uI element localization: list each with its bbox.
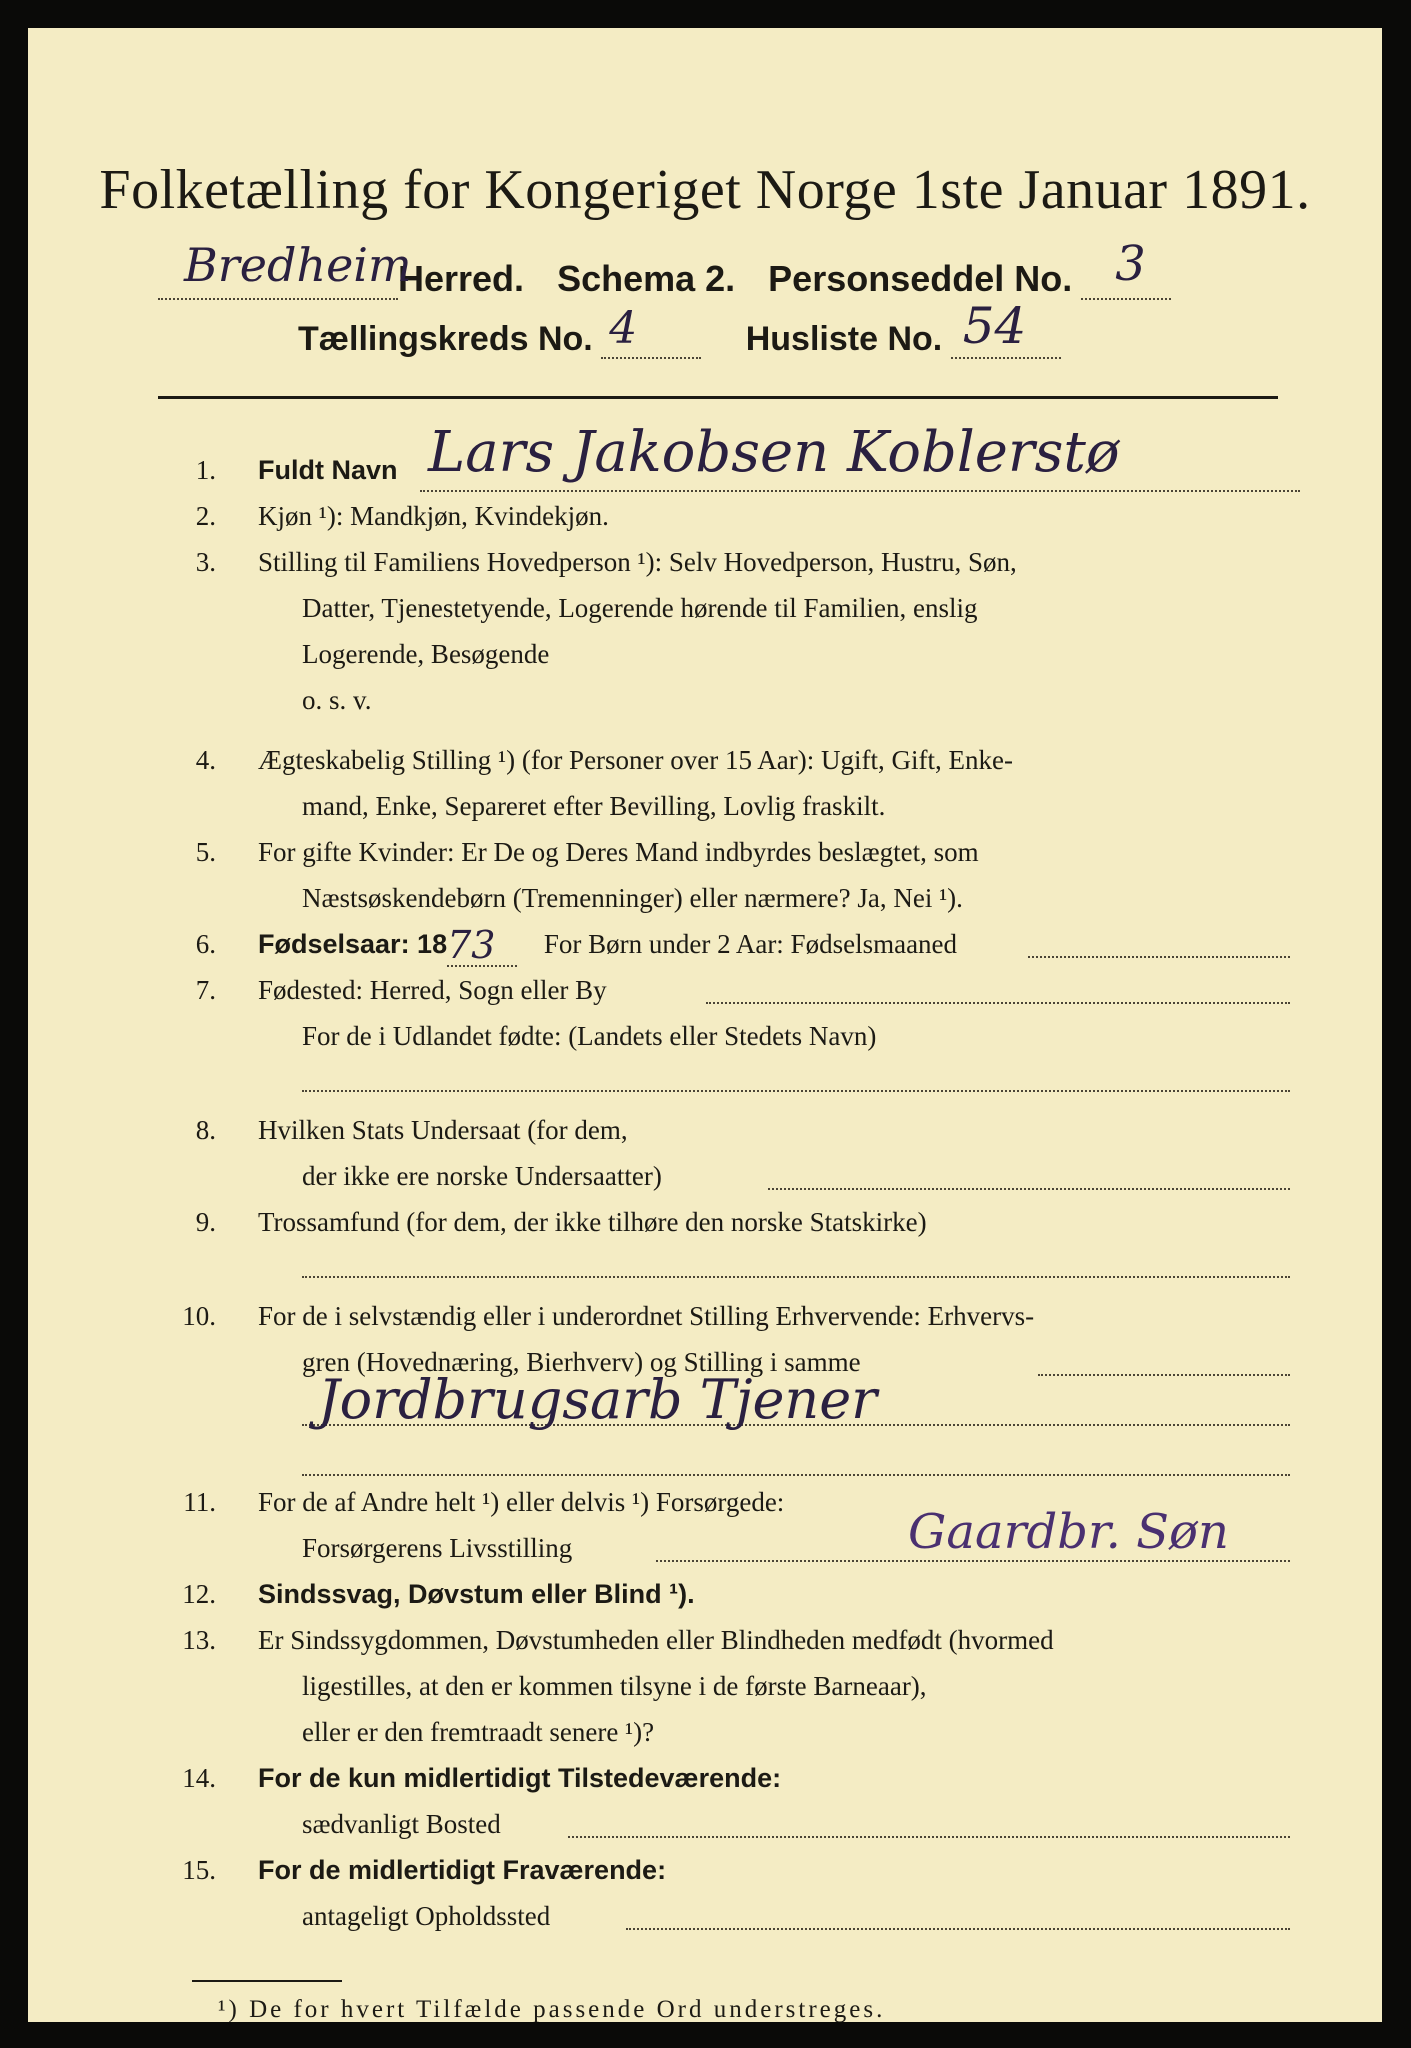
personseddel-label: Personseddel No. xyxy=(768,258,1073,299)
birthplace-dotline xyxy=(706,1002,1290,1004)
header-rule xyxy=(158,396,1278,399)
taellingskreds-label: Tællingskreds No. xyxy=(298,320,593,358)
taellingskreds-line xyxy=(298,297,1198,359)
birthyear-handwritten: 73 xyxy=(447,923,496,967)
citizenship-dotline xyxy=(768,1188,1290,1190)
name-handwritten: Lars Jakobsen Koblerstø xyxy=(428,420,1120,485)
name-dotline xyxy=(420,490,1300,492)
item-label: Sindssvag, Døvstum eller Blind ¹). xyxy=(258,1579,695,1609)
item-label: Fuldt Navn xyxy=(258,455,398,485)
item-13-cont-2: eller er den fremtraadt senere ¹)? xyxy=(302,1717,655,1747)
item-7-cont-1: For de i Udlandet fødte: (Landets eller Stedets Navn) xyxy=(302,1021,877,1051)
usual-residence-dotline xyxy=(568,1836,1290,1838)
absence-place-dotline xyxy=(626,1928,1290,1930)
census-form-sheet xyxy=(28,28,1382,2022)
herred-label: Herred. xyxy=(398,258,525,299)
foreign-birthplace-dotline xyxy=(302,1090,1290,1092)
item-4-cont-1: mand, Enke, Separeret efter Bevilling, Lovlig fraskilt. xyxy=(302,791,886,821)
item-14-cont-1: sædvanligt Bosted xyxy=(302,1809,501,1839)
item-number: 9. xyxy=(195,1207,216,1237)
item-label: For de i selvstændig eller i underordnet Stilling Erhvervende: Erhvervs- xyxy=(258,1301,1035,1331)
item-11-cont-1: Forsørgerens Livsstilling xyxy=(302,1533,573,1563)
item-number: 6. xyxy=(195,929,216,959)
item-3-cont-3: o. s. v. xyxy=(302,685,372,715)
item-label: Ægteskabelig Stilling ¹) (for Personer over 15 Aar): Ugift, Gift, Enke- xyxy=(258,745,1013,775)
item-number: 5. xyxy=(195,837,216,867)
religion-dotline xyxy=(302,1276,1290,1278)
herred-line xyxy=(158,236,1278,300)
husliste-handwritten: 54 xyxy=(962,297,1027,355)
personseddel-field xyxy=(1081,236,1171,300)
item-number: 2. xyxy=(195,501,216,531)
item-label: For de kun midlertidigt Tilstedeværende: xyxy=(258,1763,782,1793)
occupation-dotline-3 xyxy=(302,1474,1290,1476)
item-number: 10. xyxy=(182,1301,216,1331)
item-3-cont-1: Datter, Tjenestetyende, Logerende hørende til Familien, enslig xyxy=(302,593,978,623)
taellingskreds-field xyxy=(601,303,701,359)
item-label: For de af Andre helt ¹) eller delvis ¹) Forsørgede: xyxy=(258,1487,785,1517)
item-label: Fødested: Herred, Sogn eller By xyxy=(258,975,607,1005)
occupation-handwritten: Jordbrugsarb Tjener xyxy=(318,1368,877,1431)
item-label: For de midlertidigt Fraværende: xyxy=(258,1855,667,1885)
item-3-cont-2: Logerende, Besøgende xyxy=(302,639,550,669)
husliste-field xyxy=(951,297,1061,359)
item-number: 8. xyxy=(195,1115,216,1145)
birthyear-field xyxy=(447,923,517,967)
item-number: 1. xyxy=(195,455,216,485)
birthmonth-label: For Børn under 2 Aar: Fødselsmaaned xyxy=(543,929,958,959)
item-label: For gifte Kvinder: Er De og Deres Mand indbyrdes beslægtet, som xyxy=(258,837,979,867)
item-label xyxy=(258,922,1293,967)
herred-field xyxy=(158,238,412,300)
item-number: 4. xyxy=(195,745,216,775)
item-label: Stilling til Familiens Hovedperson ¹): Selv Hovedperson, Hustru, Søn, xyxy=(258,547,1017,577)
item-label: Trossamfund (for dem, der ikke tilhøre den norske Statskirke) xyxy=(258,1207,927,1237)
item-10-cont-1: gren (Hovednæring, Bierhverv) og Stilling i samme xyxy=(302,1347,861,1377)
birthmonth-dotline xyxy=(1028,956,1290,958)
herred-handwritten: Bredheim xyxy=(184,238,412,292)
item-number: 13. xyxy=(182,1625,216,1655)
item-label: Hvilken Stats Undersaat (for dem, xyxy=(258,1115,628,1145)
form-title: Folketælling for Kongeriget Norge 1ste Januar 1891. xyxy=(99,159,1311,221)
item-number: 12. xyxy=(182,1579,216,1609)
footnote: ¹) De for hvert Tilfælde passende Ord understreges. xyxy=(218,1996,886,2022)
item-number: 11. xyxy=(183,1487,216,1517)
item-label: Kjøn ¹): Mandkjøn, Kvindekjøn. xyxy=(258,501,609,531)
item-5-cont-1: Næstsøskendebørn (Tremenninger) eller nærmere? Ja, Nei ¹). xyxy=(302,883,963,913)
husliste-label: Husliste No. xyxy=(745,320,943,358)
item-15-cont-1: antageligt Opholdssted xyxy=(302,1901,551,1931)
item-8-cont-1: der ikke ere norske Undersaatter) xyxy=(302,1161,662,1191)
personseddel-handwritten: 3 xyxy=(1115,236,1146,292)
schema-label: Schema 2. xyxy=(557,258,736,299)
taellingskreds-handwritten: 4 xyxy=(609,303,638,354)
occupation-dotline-1 xyxy=(1038,1374,1290,1376)
item-number: 3. xyxy=(195,547,216,577)
supporter-dotline xyxy=(656,1560,1290,1562)
item-number: 7. xyxy=(195,975,216,1005)
item-13-cont-1: ligestilles, at den er kommen tilsyne i de første Barneaar), xyxy=(302,1671,927,1701)
birthyear-label: Fødselsaar: 18 xyxy=(258,929,448,959)
item-label: Er Sindssygdommen, Døvstumheden eller Blindheden medfødt (hvormed xyxy=(258,1625,1054,1655)
footnote-rule xyxy=(192,1980,342,1982)
supporter-handwritten: Gaardbr. Søn xyxy=(908,1504,1229,1560)
item-number: 15. xyxy=(182,1855,216,1885)
item-number: 14. xyxy=(182,1763,216,1793)
